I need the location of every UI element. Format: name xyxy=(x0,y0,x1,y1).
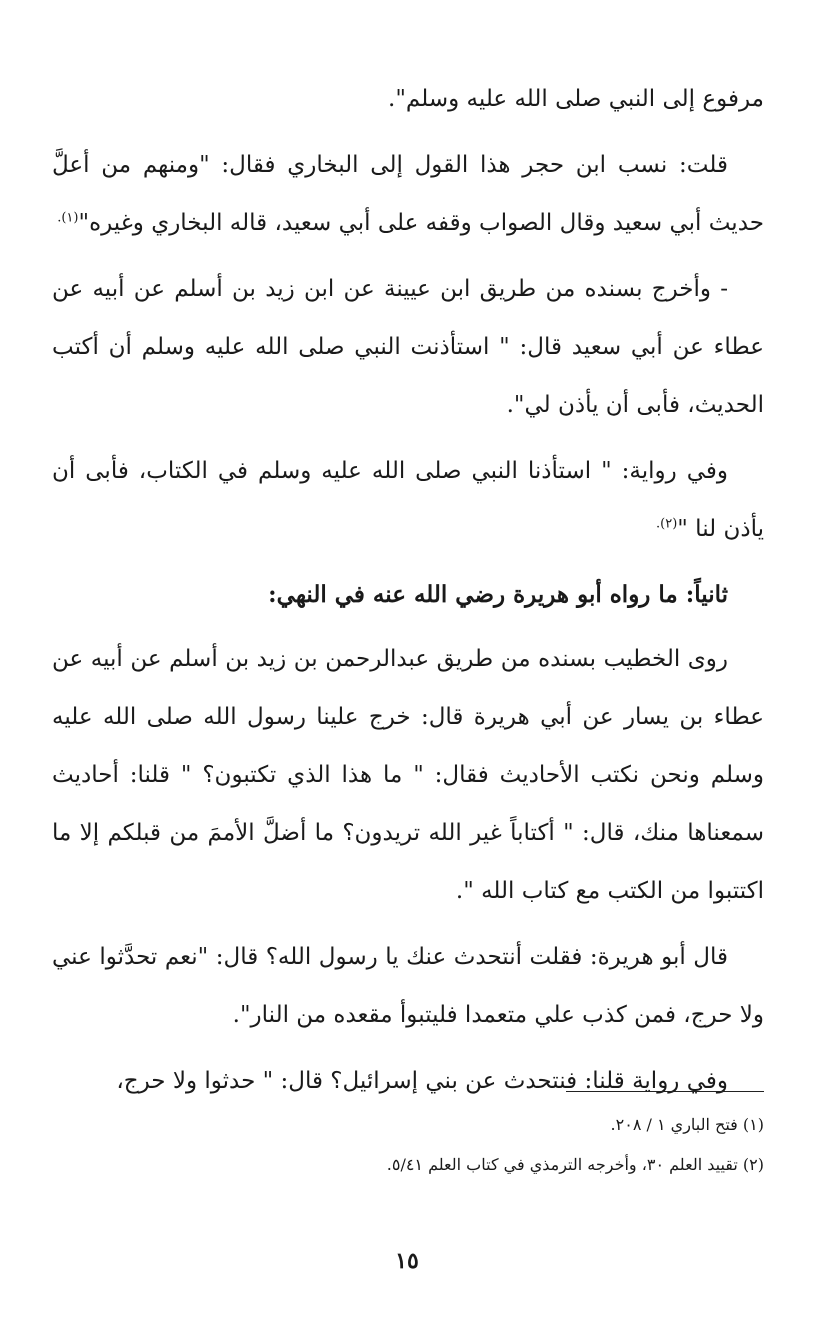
paragraph-6 xyxy=(52,928,764,1044)
footnote-ref-2: (٢). xyxy=(656,516,678,532)
section-heading: ثانياً: ما رواه أبو هريرة رضي الله عنه في النهي: xyxy=(268,581,728,608)
paragraph-3 xyxy=(52,260,764,434)
footnotes xyxy=(52,1105,764,1185)
footnote-separator xyxy=(566,1091,764,1092)
paragraph-4-text: وفي رواية: " استأذنا النبي صلى الله عليه وسلم في الكتاب، فأبى أن يأذن لنا " xyxy=(52,458,764,542)
paragraph-7-text: وفي رواية قلنا: فنتحدث عن بني إسرائيل؟ قال: " حدثوا ولا حرج، xyxy=(116,1068,728,1094)
paragraph-6-text: قال أبو هريرة: فقلت أنتحدث عنك يا رسول الله؟ قال: "نعم تحدَّثوا عني ولا حرج، فمن كذب علي متعمدا فليتبوأ مقعده من النار". xyxy=(52,944,764,1028)
main-text xyxy=(52,70,764,1118)
paragraph-2-text: قلت: نسب ابن حجر هذا القول إلى البخاري فقال: "ومنهم من أعلَّ حديث أبي سعيد وقال الصواب وقفه على أبي سعيد، قاله البخاري وغيره" xyxy=(52,152,764,236)
paragraph-5 xyxy=(52,630,764,920)
paragraph-1-text: مرفوع إلى النبي صلى الله عليه وسلم". xyxy=(388,86,764,112)
footnote-2: (٢) تقييد العلم ٣٠، وأخرجه الترمذي في كتاب العلم ٥/٤١. xyxy=(386,1155,764,1174)
paragraph-3-text: - وأخرج بسنده من طريق ابن عيينة عن ابن زيد بن أسلم عن أبيه عن عطاء عن أبي سعيد قال: " استأذنت النبي صلى الله عليه وسلم أن أكتب الحديث، فأبى أن يأذن لي". xyxy=(52,276,764,418)
paragraph-1 xyxy=(52,70,764,128)
footnote-ref-1: (١). xyxy=(57,210,79,226)
footnote-1: (١) فتح الباري ١ / ٢٠٨. xyxy=(610,1115,764,1134)
paragraph-2 xyxy=(52,136,764,252)
paragraph-7 xyxy=(52,1052,764,1110)
paragraph-4 xyxy=(52,442,764,558)
paragraph-5-text: روى الخطيب بسنده من طريق عبدالرحمن بن زيد بن أسلم عن أبيه عن عطاء بن يسار عن أبي هريرة قال: خرج علينا رسول الله صلى الله عليه وسلم ونحن نكتب الأحاديث فقال: " ما هذا الذي تكتبون؟ " قلنا: أحاديث سمعناها منك، قال: " أكتاباً غير الله تريدون؟ ما أضلَّ الأممَ من قبلكم إلا ما اكتتبوا من الكتب مع كتاب الله ". xyxy=(52,646,764,904)
page-number: ١٥ xyxy=(395,1248,419,1274)
